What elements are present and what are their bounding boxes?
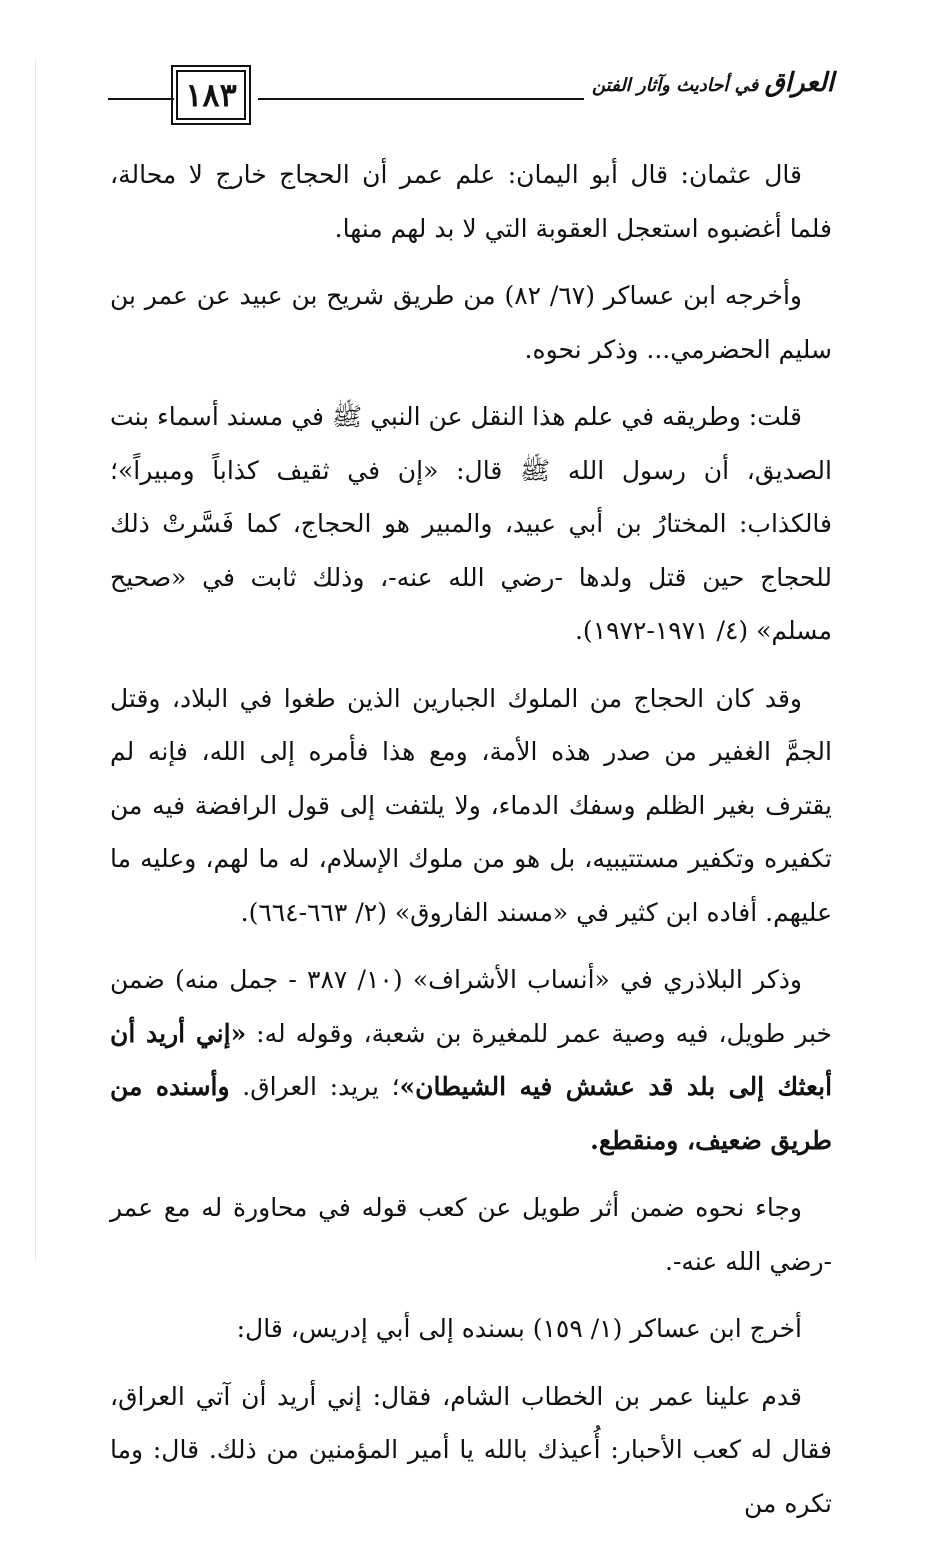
paragraph-1: قال عثمان: قال أبو اليمان: علم عمر أن الحجاج خارج لا محالة، فلما أغضبوه استعجل العقوبة التي لا بد لهم منها. (110, 160, 832, 243)
paragraph-4: وقد كان الحجاج من الملوك الجبارين الذين طغوا في البلاد، وقتل الجمَّ الغفير من صدر هذه الأمة، ومع هذا فأمره إلى الله، فإنه لم يقترف بغير الظلم وسفك الدماء، ولا يلتفت إلى قول الرافضة فيه من تكفيره وتكفير مستتيبيه، بل هو من ملوك الإسلام، له ما لهم، وعليه ما عليهم. أفاده ابن كثير في «مسند الفاروق» (٢/ ٦٦٣-٦٦٤). (110, 683, 832, 927)
running-title-main: العراق (764, 68, 834, 98)
paragraph-7: أخرج ابن عساكر (١/ ١٥٩) بسنده إلى أبي إدريس، قال: (236, 1314, 802, 1343)
page-body (110, 148, 832, 1544)
paragraph-5-text-a: وذكر البلاذري في «أنساب الأشراف» (١٠/ ٣٨٧ - جمل منه) ضمن خبر طويل، فيه وصية عمر للمغيرة بن شعبة، وقوله له: (110, 965, 832, 1048)
paragraph-2: وأخرجه ابن عساكر (٦٧/ ٨٢) من طريق شريح بن عبيد عن عمر بن سليم الحضرمي... وذكر نحوه. (110, 281, 832, 364)
paragraph-5-text-b: ؛ يريد: العراق. (229, 1072, 400, 1101)
running-title-rest: في أحاديث وآثار الفتن (591, 75, 759, 96)
paragraph-5 (110, 953, 832, 1167)
paragraph-5-quote: «إني أريد أن أبعثك إلى بلد قد عشش فيه الشيطان» (110, 1018, 833, 1101)
page-number: ١٨٣ (176, 70, 246, 120)
paragraph-5-verdict: وأسنده من طريق ضعيف، ومنقطع. (110, 1072, 832, 1155)
paragraph-8: قدم علينا عمر بن الخطاب الشام، فقال: إني أريد أن آتي العراق، فقال له كعب الأحبار: أُعيذك بالله يا أمير المؤمنين من ذلك. قال: وما تكره من (110, 1381, 832, 1518)
scan-edge-line (35, 60, 36, 1260)
header-rule-left (108, 98, 174, 100)
running-title (584, 68, 834, 101)
page-header (0, 70, 942, 126)
paragraph-3: قلت: وطريقه في علم هذا النقل عن النبي ﷺ في مسند أسماء بنت الصديق، أن رسول الله ﷺ قال: «إن في ثقيف كذاباً ومبيراً»؛ فالكذاب: المختارُ بن أبي عبيد، والمبير هو الحجاج، كما فَسَّرتْ ذلك للحجاج حين قتل ولدها -رضي الله عنه-، وذلك ثابت في «صحيح مسلم» (٤/ ١٩٧١-١٩٧٢). (110, 402, 832, 645)
paragraph-6: وجاء نحوه ضمن أثر طويل عن كعب قوله في محاورة له مع عمر -رضي الله عنه-. (110, 1193, 832, 1276)
